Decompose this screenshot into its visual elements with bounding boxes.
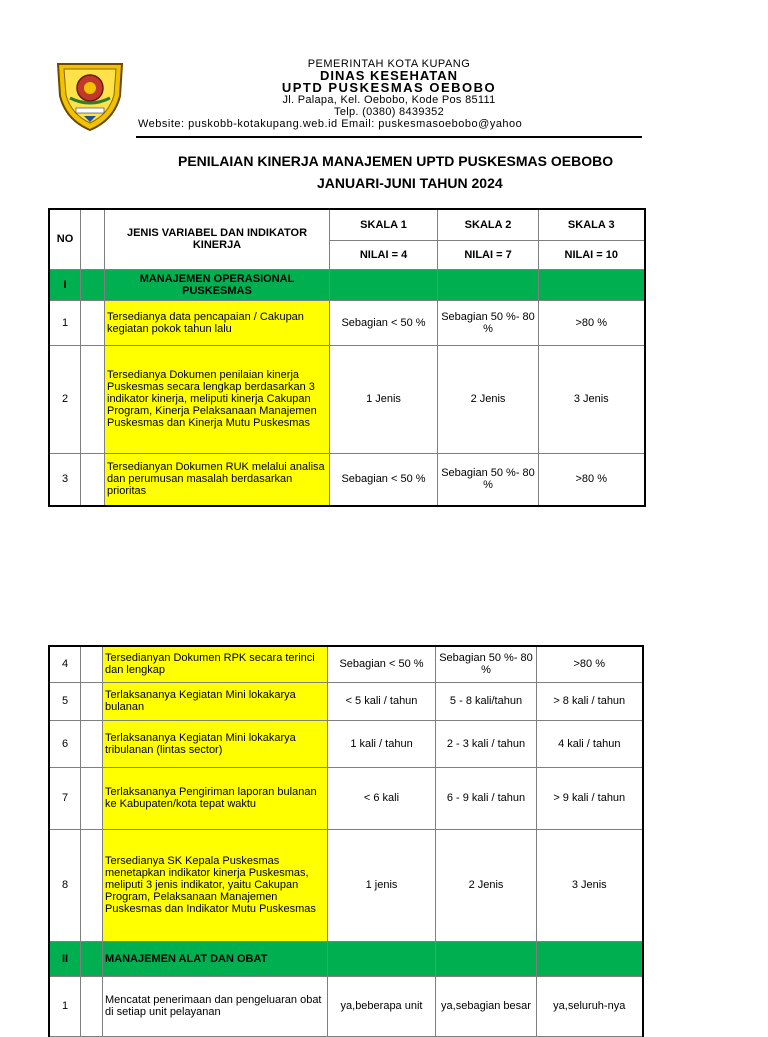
header-indicator: JENIS VARIABEL DAN INDIKATOR KINERJA [105, 209, 330, 269]
row-indicator: Tersedianya Dokumen penilaian kinerja Puskesmas secara lengkap berdasarkan 3 indikator kinerja, meliputi kinerja Cakupan Program, Kinerja Pelaksanaan Manajemen Puskesmas dan Kinerja Mutu Puskesmas [105, 345, 330, 453]
row-scale-3: >80 % [539, 300, 645, 345]
row-scale-2: 5 - 8 kali/tahun [436, 682, 537, 720]
table-row [49, 767, 643, 829]
section-number: II [49, 941, 81, 976]
table-row [49, 976, 643, 1036]
header-scale-1: SKALA 1 [330, 209, 438, 240]
section-row [49, 269, 645, 300]
phone-line: Telp. (0380) 8439352 [334, 106, 444, 118]
header-value-2: NILAI = 7 [438, 240, 539, 269]
row-spacer [81, 453, 105, 506]
row-scale-3: > 9 kali / tahun [537, 767, 643, 829]
letterhead-divider [136, 136, 642, 138]
section-label: MANAJEMEN ALAT DAN OBAT [103, 941, 328, 976]
website-email-line: Website: puskobb-kotakupang.web.id Email: puskesmasoebobo@yahoo [138, 118, 523, 130]
row-spacer [81, 829, 103, 941]
title-line-2: JANUARI-JUNI TAHUN 2024 [317, 175, 503, 191]
header-no: NO [49, 209, 81, 269]
section-spacer [81, 941, 103, 976]
row-spacer [81, 646, 103, 682]
row-scale-3: 3 Jenis [539, 345, 645, 453]
row-indicator: Terlaksananya Kegiatan Mini lokakarya tribulanan (lintas sector) [103, 720, 328, 767]
section-row [49, 941, 643, 976]
row-scale-1: < 6 kali [328, 767, 436, 829]
section-empty-cell [539, 269, 645, 300]
header-spacer [81, 209, 105, 269]
row-scale-3: >80 % [539, 453, 645, 506]
row-scale-3: >80 % [537, 646, 643, 682]
letterhead-text [136, 58, 642, 130]
header-value-1: NILAI = 4 [330, 240, 438, 269]
row-scale-2: 2 Jenis [436, 829, 537, 941]
row-number: 2 [49, 345, 81, 453]
table-row [49, 300, 645, 345]
city-emblem-logo [54, 58, 126, 132]
row-scale-2: 2 Jenis [438, 345, 539, 453]
row-scale-1: Sebagian < 50 % [330, 453, 438, 506]
row-scale-2: Sebagian 50 %- 80 % [436, 646, 537, 682]
row-number: 3 [49, 453, 81, 506]
table-row [49, 682, 643, 720]
table-row [49, 453, 645, 506]
row-number: 6 [49, 720, 81, 767]
header-scale-2: SKALA 2 [438, 209, 539, 240]
section-spacer [81, 269, 105, 300]
section-empty-cell [328, 941, 436, 976]
table-header-row [49, 209, 645, 240]
row-indicator: Tersedianya data pencapaian / Cakupan kegiatan pokok tahun lalu [105, 300, 330, 345]
row-scale-1: 1 kali / tahun [328, 720, 436, 767]
row-number: 7 [49, 767, 81, 829]
row-scale-2: 6 - 9 kali / tahun [436, 767, 537, 829]
table-row [49, 345, 645, 453]
row-scale-1: Sebagian < 50 % [328, 646, 436, 682]
document-title [170, 150, 642, 194]
unit-name: UPTD PUSKESMAS OEBOBO [281, 80, 497, 95]
department-name: DINAS KESEHATAN [319, 68, 459, 83]
row-spacer [81, 976, 103, 1036]
row-indicator: Terlaksananya Pengiriman laporan bulanan ke Kabupaten/kota tepat waktu [103, 767, 328, 829]
section-empty-cell [537, 941, 643, 976]
row-scale-3: 4 kali / tahun [537, 720, 643, 767]
row-scale-1: 1 Jenis [330, 345, 438, 453]
row-scale-1: Sebagian < 50 % [330, 300, 438, 345]
row-spacer [81, 720, 103, 767]
assessment-table-part-2 [48, 645, 644, 1037]
row-spacer [81, 682, 103, 720]
row-indicator: Tersedianyan Dokumen RUK melalui analisa dan perumusan masalah berdasarkan prioritas [105, 453, 330, 506]
row-scale-3: ya,seluruh-nya [537, 976, 643, 1036]
letterhead [50, 56, 642, 138]
row-scale-3: 3 Jenis [537, 829, 643, 941]
row-scale-2: Sebagian 50 %- 80 % [438, 453, 539, 506]
address-line: Jl. Palapa, Kel. Oebobo, Kode Pos 85111 [282, 94, 496, 106]
row-scale-1: 1 jenis [328, 829, 436, 941]
title-line-1: PENILAIAN KINERJA MANAJEMEN UPTD PUSKESMAS OEBOBO [178, 153, 614, 169]
row-scale-2: 2 - 3 kali / tahun [436, 720, 537, 767]
row-spacer [81, 300, 105, 345]
row-scale-2: Sebagian 50 %- 80 % [438, 300, 539, 345]
header-value-3: NILAI = 10 [539, 240, 645, 269]
assessment-table-part-1 [48, 208, 646, 507]
row-scale-2: ya,sebagian besar [436, 976, 537, 1036]
section-label: MANAJEMEN OPERASIONAL PUSKESMAS [105, 269, 330, 300]
row-spacer [81, 767, 103, 829]
table-row [49, 720, 643, 767]
row-spacer [81, 345, 105, 453]
row-indicator: Tersedianya SK Kepala Puskesmas menetapkan indikator kinerja Puskesmas, meliputi 3 jenis indikator, yaitu Cakupan Program, Pelaksanaan Manajemen Puskesmas dan Indikator Mutu Puskesmas [103, 829, 328, 941]
table-row [49, 646, 643, 682]
row-scale-1: ya,beberapa unit [328, 976, 436, 1036]
table-row [49, 829, 643, 941]
row-number: 1 [49, 300, 81, 345]
header-scale-3: SKALA 3 [539, 209, 645, 240]
row-indicator: Mencatat penerimaan dan pengeluaran obat di setiap unit pelayanan [103, 976, 328, 1036]
row-number: 4 [49, 646, 81, 682]
row-number: 1 [49, 976, 81, 1036]
section-empty-cell [436, 941, 537, 976]
row-indicator: Terlaksananya Kegiatan Mini lokakarya bulanan [103, 682, 328, 720]
section-number: I [49, 269, 81, 300]
row-number: 8 [49, 829, 81, 941]
section-empty-cell [438, 269, 539, 300]
row-scale-1: < 5 kali / tahun [328, 682, 436, 720]
government-name: PEMERINTAH KOTA KUPANG [307, 58, 471, 70]
row-scale-3: > 8 kali / tahun [537, 682, 643, 720]
row-indicator: Tersedianyan Dokumen RPK secara terinci dan lengkap [103, 646, 328, 682]
row-number: 5 [49, 682, 81, 720]
section-empty-cell [330, 269, 438, 300]
